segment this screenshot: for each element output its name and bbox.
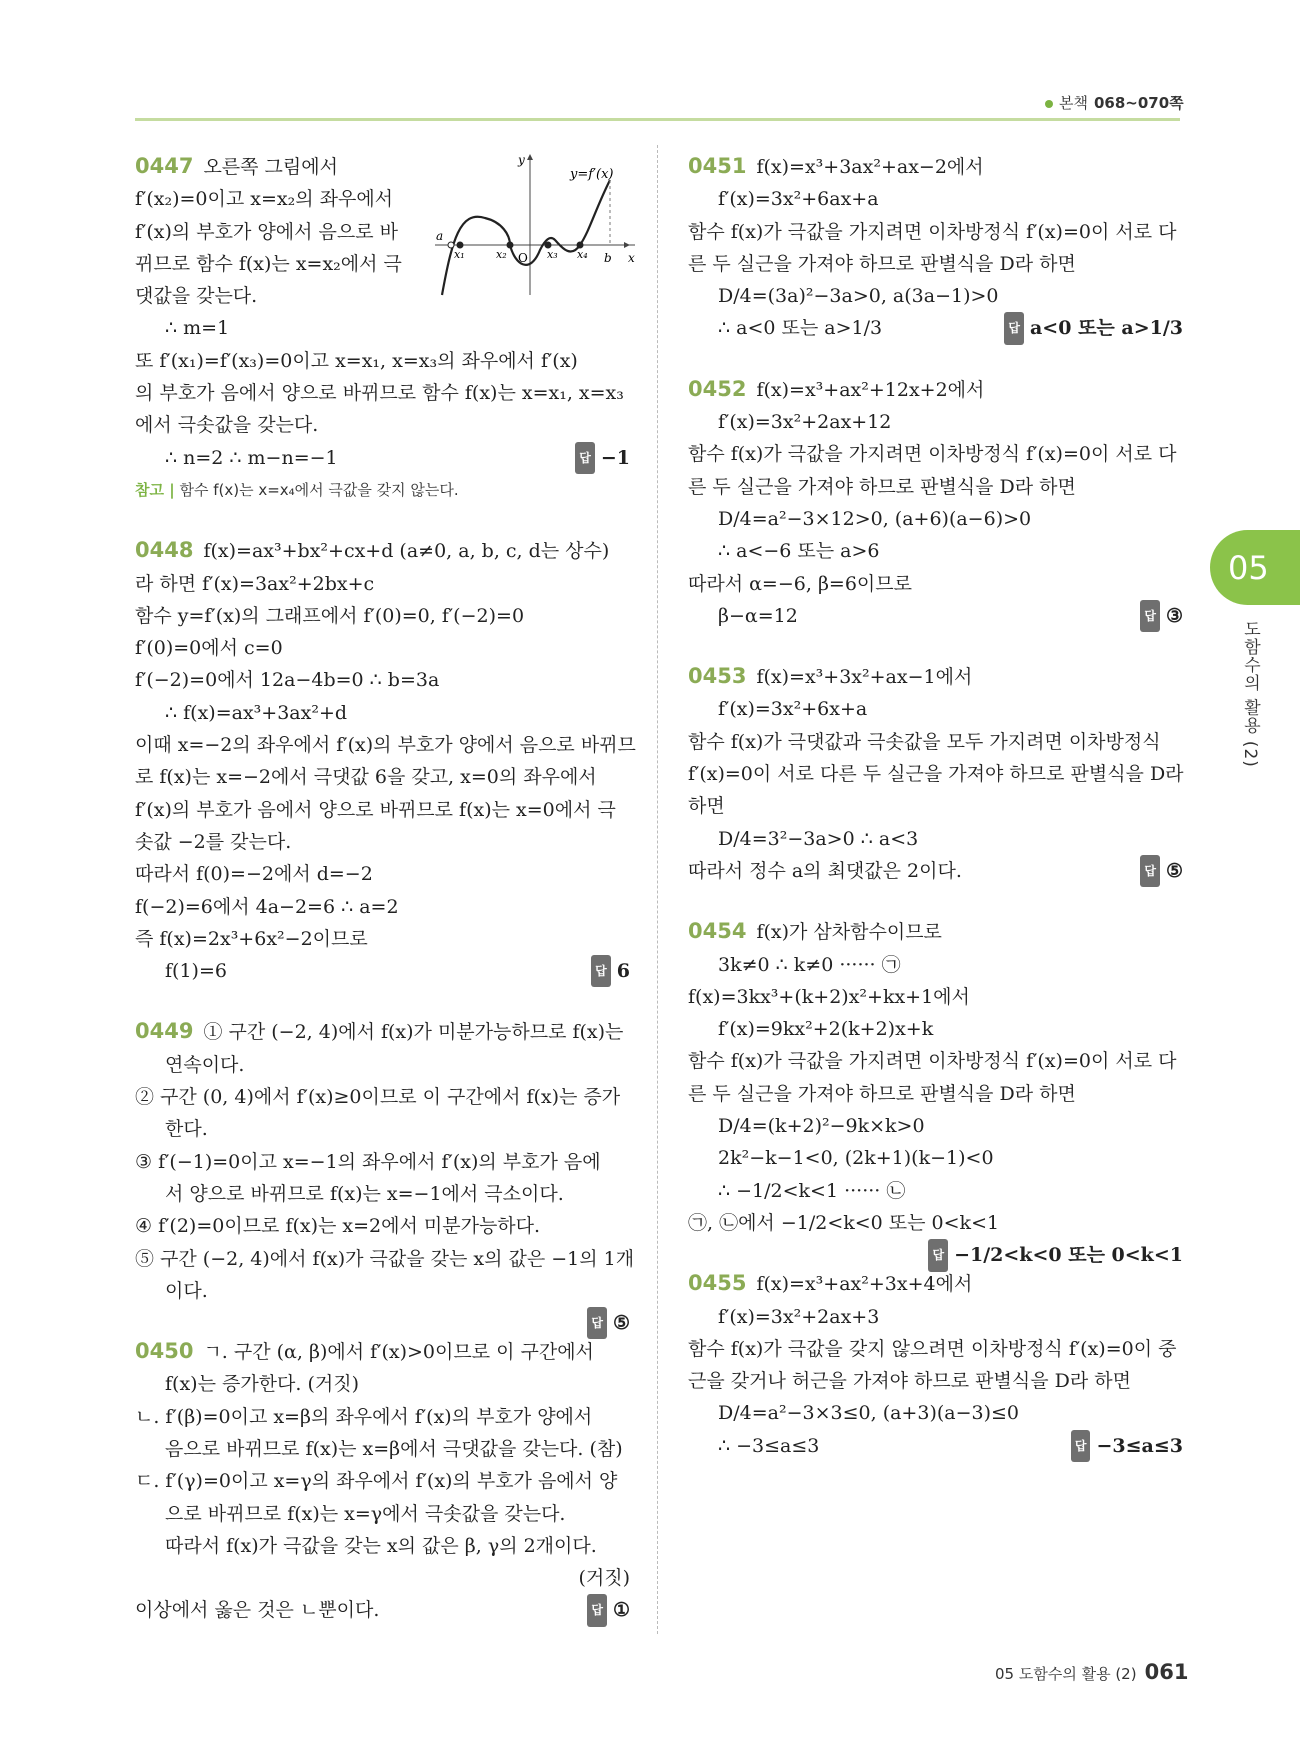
line-text: 라 하면 f′(x)=3ax²+2bx+c xyxy=(135,572,375,595)
solution-line xyxy=(688,600,1183,632)
line-text: 함수 f(x)가 극값을 가지려면 이차방정식 f′(x)=0이 서로 다 xyxy=(688,1050,1177,1073)
line-text: 따라서 f(0)=−2에서 d=−2 xyxy=(135,863,373,886)
line-text: 또 f′(x₁)=f′(x₃)=0이고 x=x₁, x=x₃의 좌우에서 f′(x) xyxy=(135,349,578,372)
line-text: 근을 갖거나 허근을 가져야 하므로 판별식을 D라 하면 xyxy=(688,1370,1131,1393)
svg-text:b: b xyxy=(604,251,612,265)
solution-line xyxy=(135,955,630,987)
line-text: 함수 f(x)는 x=x₄에서 극값을 갖지 않는다. xyxy=(179,480,459,499)
line-text: f(x)=ax³+bx²+cx+d (a≠0, a, b, c, d는 상수) xyxy=(203,540,610,563)
solution-line xyxy=(688,280,1183,312)
line-text: f(x)=x³+ax²+12x+2에서 xyxy=(756,378,985,401)
line-text: 음으로 바뀌므로 f(x)는 x=β에서 극댓값을 갖는다. (참) xyxy=(165,1437,623,1460)
solution-line xyxy=(135,442,630,474)
solution-line xyxy=(135,1275,630,1307)
answer-tag: 답 xyxy=(575,442,595,474)
line-text: 하면 xyxy=(688,795,725,818)
line-text: 함수 f(x)가 극값을 갖지 않으려면 이차방정식 f′(x)=0이 중 xyxy=(688,1337,1177,1360)
problem-0452 xyxy=(688,373,1183,406)
problem-0454 xyxy=(688,915,1183,948)
solution-line xyxy=(135,474,630,506)
svg-text:O: O xyxy=(518,251,528,265)
problem-0455 xyxy=(688,1267,1183,1300)
line-text: f′(x)=3x²+2ax+3 xyxy=(718,1305,880,1328)
answer-tag: 답 xyxy=(587,1594,607,1626)
line-text: 3k≠0 ∴ k≠0 ······ ㉠ xyxy=(718,953,901,976)
problem-number: 0453 xyxy=(688,664,747,689)
solution-line xyxy=(135,794,630,826)
solution-line xyxy=(135,1433,630,1465)
solution-line xyxy=(688,535,1183,567)
solution-line xyxy=(688,471,1183,503)
answer-tag: 답 xyxy=(1140,600,1160,632)
solution-line xyxy=(135,1146,630,1178)
line-text: ∴ m=1 xyxy=(165,317,230,340)
answer xyxy=(587,1594,630,1626)
line-text: 이때 x=−2의 좌우에서 f′(x)의 부호가 양에서 음으로 바뀌므 xyxy=(135,734,636,757)
line-text: 함수 f(x)가 극값을 가지려면 이차방정식 f′(x)=0이 서로 다 xyxy=(688,443,1177,466)
derivative-graph xyxy=(430,150,640,300)
section-gap xyxy=(688,887,1183,915)
solution-line xyxy=(688,726,1183,758)
solution-line xyxy=(688,1045,1183,1077)
line-text: 한다. xyxy=(165,1118,208,1141)
solution-line xyxy=(688,503,1183,535)
solution-line xyxy=(135,697,630,729)
line-text: D/4=(k+2)²−9k×k>0 xyxy=(718,1115,925,1138)
header-rule xyxy=(135,118,1180,121)
solution-line xyxy=(135,761,630,793)
line-text: ① 구간 (−2, 4)에서 f(x)가 미분가능하므로 f(x)는 xyxy=(203,1021,624,1044)
line-text: 연속이다. xyxy=(165,1053,245,1076)
section-gap xyxy=(135,987,630,1015)
solution-line xyxy=(688,1397,1183,1429)
problem-number: 0452 xyxy=(688,376,747,401)
solution-line xyxy=(135,858,630,890)
solution-line xyxy=(135,1368,630,1400)
answer-value: ① xyxy=(612,1599,630,1622)
line-text: ∴ f(x)=ax³+3ax²+d xyxy=(165,701,348,724)
line-text: 른 두 실근을 가져야 하므로 판별식을 D라 하면 xyxy=(688,1082,1076,1105)
solution-line xyxy=(688,1110,1183,1142)
answer xyxy=(1004,312,1183,344)
answer-value: ⑤ xyxy=(1165,859,1183,882)
line-text: D/4=a²−3×3≤0, (a+3)(a−3)≤0 xyxy=(718,1402,1020,1425)
line-text: D/4=3²−3a>0 ∴ a<3 xyxy=(718,827,919,850)
line-text: 서 양으로 바뀌므로 f(x)는 x=−1에서 극소이다. xyxy=(165,1182,564,1205)
line-text: f′(x)=9kx²+2(k+2)x+k xyxy=(718,1018,934,1041)
problem-0447 xyxy=(135,150,425,183)
solution-line xyxy=(688,406,1183,438)
svg-text:x₄: x₄ xyxy=(577,248,588,261)
answer-value: 6 xyxy=(616,960,630,983)
line-text: f(−2)=6에서 4a−2=6 ∴ a=2 xyxy=(135,895,399,918)
svg-text:x₃: x₃ xyxy=(547,248,558,261)
line-text: f(x)=x³+3ax²+ax−2에서 xyxy=(756,156,984,178)
line-text: ④ f′(2)=0이므로 f(x)는 x=2에서 미분가능하다. xyxy=(135,1215,541,1238)
solution-line xyxy=(688,1175,1183,1207)
page-footer: 05 도함수의 활용 (2) 061 xyxy=(995,1660,1189,1684)
solution-line xyxy=(135,248,425,280)
problem-number: 0454 xyxy=(688,919,747,944)
line-text: f(x)=x³+ax²+3x+4에서 xyxy=(756,1273,973,1296)
solution-line xyxy=(688,1013,1183,1045)
problem-number: 0447 xyxy=(135,154,194,178)
problem-0449 xyxy=(135,1015,630,1048)
solution-line xyxy=(135,312,630,344)
solution-line xyxy=(135,377,630,409)
page-reference: 본책 068~070쪽 xyxy=(1045,92,1184,113)
solution-line xyxy=(135,826,630,858)
section-gap xyxy=(688,632,1183,660)
answer-value: ⑤ xyxy=(612,1312,630,1335)
answer-tag: 답 xyxy=(1140,855,1160,887)
solution-line xyxy=(688,790,1183,822)
problem-0451 xyxy=(688,150,1183,183)
line-text: f(x)=x³+3x²+ax−1에서 xyxy=(756,666,973,689)
line-text: 따라서 f(x)가 극값을 갖는 x의 값은 β, γ의 2개이다. xyxy=(165,1534,597,1557)
solution-line xyxy=(688,949,1183,981)
solution-line xyxy=(135,1530,630,1562)
line-text: (거짓) xyxy=(578,1567,630,1590)
solution-line xyxy=(135,345,630,377)
solution-line xyxy=(688,438,1183,470)
problem-number: 0450 xyxy=(135,1339,194,1364)
line-text: ∴ a<−6 또는 a>6 xyxy=(718,540,880,563)
solution-line xyxy=(688,248,1183,280)
answer-value: a<0 또는 a>1/3 xyxy=(1030,317,1183,340)
answer-tag: 답 xyxy=(587,1307,607,1339)
problem-0453 xyxy=(688,660,1183,693)
line-text: f′(x)=3x²+6x+a xyxy=(718,698,868,721)
page-number: 061 xyxy=(1144,1660,1189,1684)
line-text: f′(−2)=0에서 12a−4b=0 ∴ b=3a xyxy=(135,669,440,692)
solution-line xyxy=(135,1081,630,1113)
left-column xyxy=(135,150,636,1627)
line-text: f′(x)의 부호가 음에서 양으로 바뀌므로 f(x)는 x=0에서 극 xyxy=(135,798,616,821)
line-text: 로 f(x)는 x=−2에서 극댓값 6을 갖고, x=0의 좌우에서 xyxy=(135,766,597,789)
line-text: 른 두 실근을 가져야 하므로 판별식을 D라 하면 xyxy=(688,475,1076,498)
line-text: f′(x)=3x²+2ax+12 xyxy=(718,411,892,434)
solution-line xyxy=(135,891,630,923)
line-text: ∴ −3≤a≤3 xyxy=(718,1434,820,1457)
line-text: f′(x)의 부호가 양에서 음으로 바 xyxy=(135,220,398,243)
problem-number: 0455 xyxy=(688,1271,747,1296)
answer xyxy=(1071,1430,1183,1462)
line-text: ㄴ. f′(β)=0이고 x=β의 좌우에서 f′(x)의 부호가 양에서 xyxy=(135,1405,593,1428)
solution-line xyxy=(135,568,630,600)
solution-line xyxy=(135,280,425,312)
section-gap xyxy=(135,1307,630,1335)
solution-line xyxy=(688,1078,1183,1110)
line-text: 이다. xyxy=(165,1279,208,1302)
right-column xyxy=(688,150,1183,1462)
solution-line xyxy=(135,664,630,696)
line-text: 이상에서 옳은 것은 ㄴ뿐이다. xyxy=(135,1599,380,1622)
line-text: f(x)가 삼차함수이므로 xyxy=(756,921,942,944)
line-text: 즉 f(x)=2x³+6x²−2이므로 xyxy=(135,927,368,950)
curve-label: y=f′(x) xyxy=(570,167,614,182)
svg-text:a: a xyxy=(436,229,444,243)
line-text: ∴ n=2 ∴ m−n=−1 xyxy=(165,446,338,469)
line-text: 른 두 실근을 가져야 하므로 판별식을 D라 하면 xyxy=(688,252,1076,275)
problem-0450 xyxy=(135,1335,630,1368)
line-text: ㄷ. f′(γ)=0이고 x=γ의 좌우에서 f′(x)의 부호가 음에서 양 xyxy=(135,1470,618,1493)
section-gap xyxy=(135,506,630,534)
solution-line xyxy=(135,632,630,664)
section-gap xyxy=(688,345,1183,373)
line-text: 오른쪽 그림에서 xyxy=(203,156,338,178)
line-text: 에서 극솟값을 갖는다. xyxy=(135,414,319,437)
line-text: 따라서 정수 a의 최댓값은 2이다. xyxy=(688,859,962,882)
solution-line xyxy=(135,1562,630,1594)
solution-line xyxy=(688,1142,1183,1174)
solution-line xyxy=(135,1243,635,1275)
line-text: 함수 f(x)가 극댓값과 극솟값을 모두 가지려면 이차방정식 xyxy=(688,730,1161,753)
line-text: ㄱ. 구간 (α, β)에서 f′(x)>0이므로 이 구간에서 xyxy=(203,1341,594,1364)
answer-value: −3≤a≤3 xyxy=(1096,1434,1183,1457)
answer xyxy=(1140,855,1183,887)
solution-line xyxy=(688,1333,1183,1365)
chapter-tab: 05 xyxy=(1210,530,1300,605)
line-text: ③ f′(−1)=0이고 x=−1의 좌우에서 f′(x)의 부호가 음에 xyxy=(135,1150,601,1173)
line-text: D/4=(3a)²−3a>0, a(3a−1)>0 xyxy=(718,285,999,308)
answer xyxy=(1140,600,1183,632)
line-text: β−α=12 xyxy=(718,604,798,627)
chapter-title: 도함수의 활용 (2) xyxy=(1240,620,1260,768)
line-text: 의 부호가 음에서 양으로 바뀌므로 함수 f(x)는 x=x₁, x=x₃ xyxy=(135,382,624,405)
solution-line xyxy=(688,1301,1183,1333)
line-text: ∴ −1/2<k<1 ······ ㉡ xyxy=(718,1179,906,1202)
solution-line xyxy=(688,981,1183,1013)
answer-tag: 답 xyxy=(591,955,611,987)
line-text: f(x)=3kx³+(k+2)x²+kx+1에서 xyxy=(688,985,970,1008)
solution-line xyxy=(688,216,1183,248)
line-text: 2k²−k−1<0, (2k+1)(k−1)<0 xyxy=(718,1147,994,1170)
solution-line xyxy=(135,1401,630,1433)
svg-text:x₂: x₂ xyxy=(496,248,507,261)
line-text: D/4=a²−3×12>0, (a+6)(a−6)>0 xyxy=(718,507,1032,530)
problem-number: 0449 xyxy=(135,1019,194,1044)
line-text: ㉠, ㉡에서 −1/2<k<0 또는 0<k<1 xyxy=(688,1211,1000,1234)
line-text: f′(x)=0이 서로 다른 두 실근을 가져야 하므로 판별식을 D라 xyxy=(688,763,1184,786)
svg-text:x: x xyxy=(628,251,635,265)
line-text: 함수 f(x)가 극값을 가지려면 이차방정식 f′(x)=0이 서로 다 xyxy=(688,220,1177,243)
svg-text:y: y xyxy=(518,153,525,167)
solution-line xyxy=(688,823,1183,855)
line-text: 솟값 −2를 갖는다. xyxy=(135,830,292,853)
line-text: 함수 y=f′(x)의 그래프에서 f′(0)=0, f′(−2)=0 xyxy=(135,604,525,627)
solution-line xyxy=(135,1210,630,1242)
solution-line xyxy=(135,1498,630,1530)
line-text: 댓값을 갖는다. xyxy=(135,285,258,308)
svg-text:x₁: x₁ xyxy=(454,248,465,261)
answer xyxy=(591,955,630,987)
line-text: f(x)는 증가한다. (거짓) xyxy=(165,1373,359,1396)
solution-line xyxy=(135,409,630,441)
solution-line xyxy=(135,729,636,761)
solution-line xyxy=(135,1594,630,1626)
answer-value: −1 xyxy=(600,446,630,469)
solution-line xyxy=(135,600,630,632)
bullet-icon xyxy=(1045,100,1053,108)
solution-line xyxy=(135,1178,630,1210)
problem-0448 xyxy=(135,534,630,567)
solution-line xyxy=(688,1207,1183,1239)
line-text: 뀌므로 함수 f(x)는 x=x₂에서 극 xyxy=(135,252,402,275)
solution-line xyxy=(135,1113,630,1145)
solution-line xyxy=(688,855,1183,887)
answer-value: −1/2<k<0 또는 0<k<1 xyxy=(954,1244,1183,1267)
answer-value: ③ xyxy=(1165,604,1183,627)
answer-tag: 답 xyxy=(1071,1430,1091,1462)
solution-line xyxy=(688,1365,1183,1397)
line-text: f′(0)=0에서 c=0 xyxy=(135,637,283,660)
solution-line xyxy=(688,183,1183,215)
solution-line xyxy=(688,568,1183,600)
solution-line xyxy=(135,216,425,248)
note-label: 참고 | xyxy=(135,480,175,499)
answer-tag: 답 xyxy=(1004,312,1024,344)
line-text: 따라서 α=−6, β=6이므로 xyxy=(688,572,912,595)
solution-line xyxy=(688,312,1183,344)
solution-line xyxy=(135,1049,630,1081)
solution-line xyxy=(688,758,1183,790)
answer-tag: 답 xyxy=(928,1239,948,1271)
solution-line xyxy=(688,1430,1183,1462)
line-text: f(1)=6 xyxy=(165,960,227,983)
derivative-curve xyxy=(442,180,610,295)
solution-line xyxy=(135,1465,630,1497)
line-text: ② 구간 (0, 4)에서 f′(x)≥0이므로 이 구간에서 f(x)는 증가 xyxy=(135,1086,621,1109)
line-text: ∴ a<0 또는 a>1/3 xyxy=(718,317,883,340)
answer xyxy=(575,442,630,474)
problem-number: 0451 xyxy=(688,154,747,178)
solution-line xyxy=(688,693,1183,725)
column-divider xyxy=(657,145,658,1634)
line-text: f′(x₂)=0이고 x=x₂의 좌우에서 xyxy=(135,188,394,211)
solution-line xyxy=(135,183,425,215)
line-text: 으로 바뀌므로 f(x)는 x=γ에서 극솟값을 갖는다. xyxy=(165,1502,566,1525)
line-text: f′(x)=3x²+6ax+a xyxy=(718,188,879,211)
problem-number: 0448 xyxy=(135,538,194,563)
line-text: ⑤ 구간 (−2, 4)에서 f(x)가 극값을 갖는 x의 값은 −1의 1개 xyxy=(135,1247,635,1270)
solution-line xyxy=(135,923,630,955)
